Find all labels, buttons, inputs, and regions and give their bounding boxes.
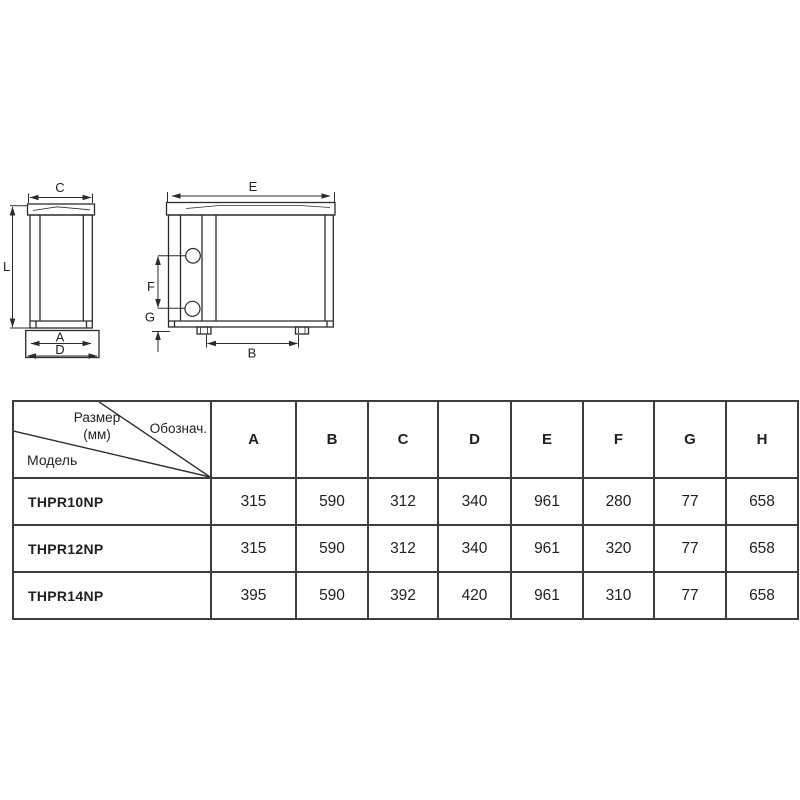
value-cell: 590 (296, 478, 368, 525)
designation-header: Обознач. (149, 421, 207, 436)
dim-label-b: B (247, 345, 257, 361)
value-cell: 420 (438, 572, 511, 619)
size-unit: (мм) (83, 426, 111, 442)
dim-label-f: F (147, 279, 155, 294)
model-header: Модель (27, 451, 78, 468)
dim-label-e: E (248, 179, 258, 194)
value-cell: 658 (726, 478, 798, 525)
model-cell: THPR14NP (13, 572, 211, 619)
dim-label-l: L (3, 259, 11, 274)
size-header (42, 410, 152, 444)
column-header-e: E (511, 401, 583, 478)
value-cell: 961 (511, 572, 583, 619)
column-header-g: G (654, 401, 726, 478)
upper-pipe-port (186, 249, 201, 264)
value-cell: 590 (296, 525, 368, 572)
value-cell: 315 (211, 478, 296, 525)
value-cell: 280 (583, 478, 654, 525)
dim-label-d: D (55, 342, 65, 357)
lower-pipe-port (185, 301, 200, 316)
value-cell: 77 (654, 572, 726, 619)
front-view (3, 180, 99, 358)
table-corner-cell (13, 401, 211, 478)
table-header-row (13, 401, 798, 478)
value-cell: 320 (583, 525, 654, 572)
side-view (145, 179, 335, 361)
value-cell: 340 (438, 478, 511, 525)
table-row (13, 525, 798, 572)
column-header-a: A (211, 401, 296, 478)
dim-label-c: C (55, 180, 65, 195)
value-cell: 312 (368, 478, 438, 525)
value-cell: 310 (583, 572, 654, 619)
value-cell: 312 (368, 525, 438, 572)
dim-label-g: G (144, 309, 155, 325)
size-label: Размер (73, 410, 121, 425)
value-cell: 961 (511, 478, 583, 525)
dim-label-a: A (55, 329, 65, 345)
value-cell: 658 (726, 572, 798, 619)
table-row (13, 478, 798, 525)
column-header-h: H (726, 401, 798, 478)
technical-drawing (0, 178, 360, 370)
value-cell: 392 (368, 572, 438, 619)
value-cell: 77 (654, 478, 726, 525)
column-header-f: F (583, 401, 654, 478)
column-header-d: D (438, 401, 511, 478)
value-cell: 340 (438, 525, 511, 572)
table-row (13, 572, 798, 619)
value-cell: 395 (211, 572, 296, 619)
value-cell: 590 (296, 572, 368, 619)
dimensions-table (12, 400, 799, 620)
value-cell: 658 (726, 525, 798, 572)
model-cell: THPR10NP (13, 478, 211, 525)
column-header-b: B (296, 401, 368, 478)
column-header-c: C (368, 401, 438, 478)
value-cell: 315 (211, 525, 296, 572)
value-cell: 77 (654, 525, 726, 572)
value-cell: 961 (511, 525, 583, 572)
model-cell: THPR12NP (13, 525, 211, 572)
